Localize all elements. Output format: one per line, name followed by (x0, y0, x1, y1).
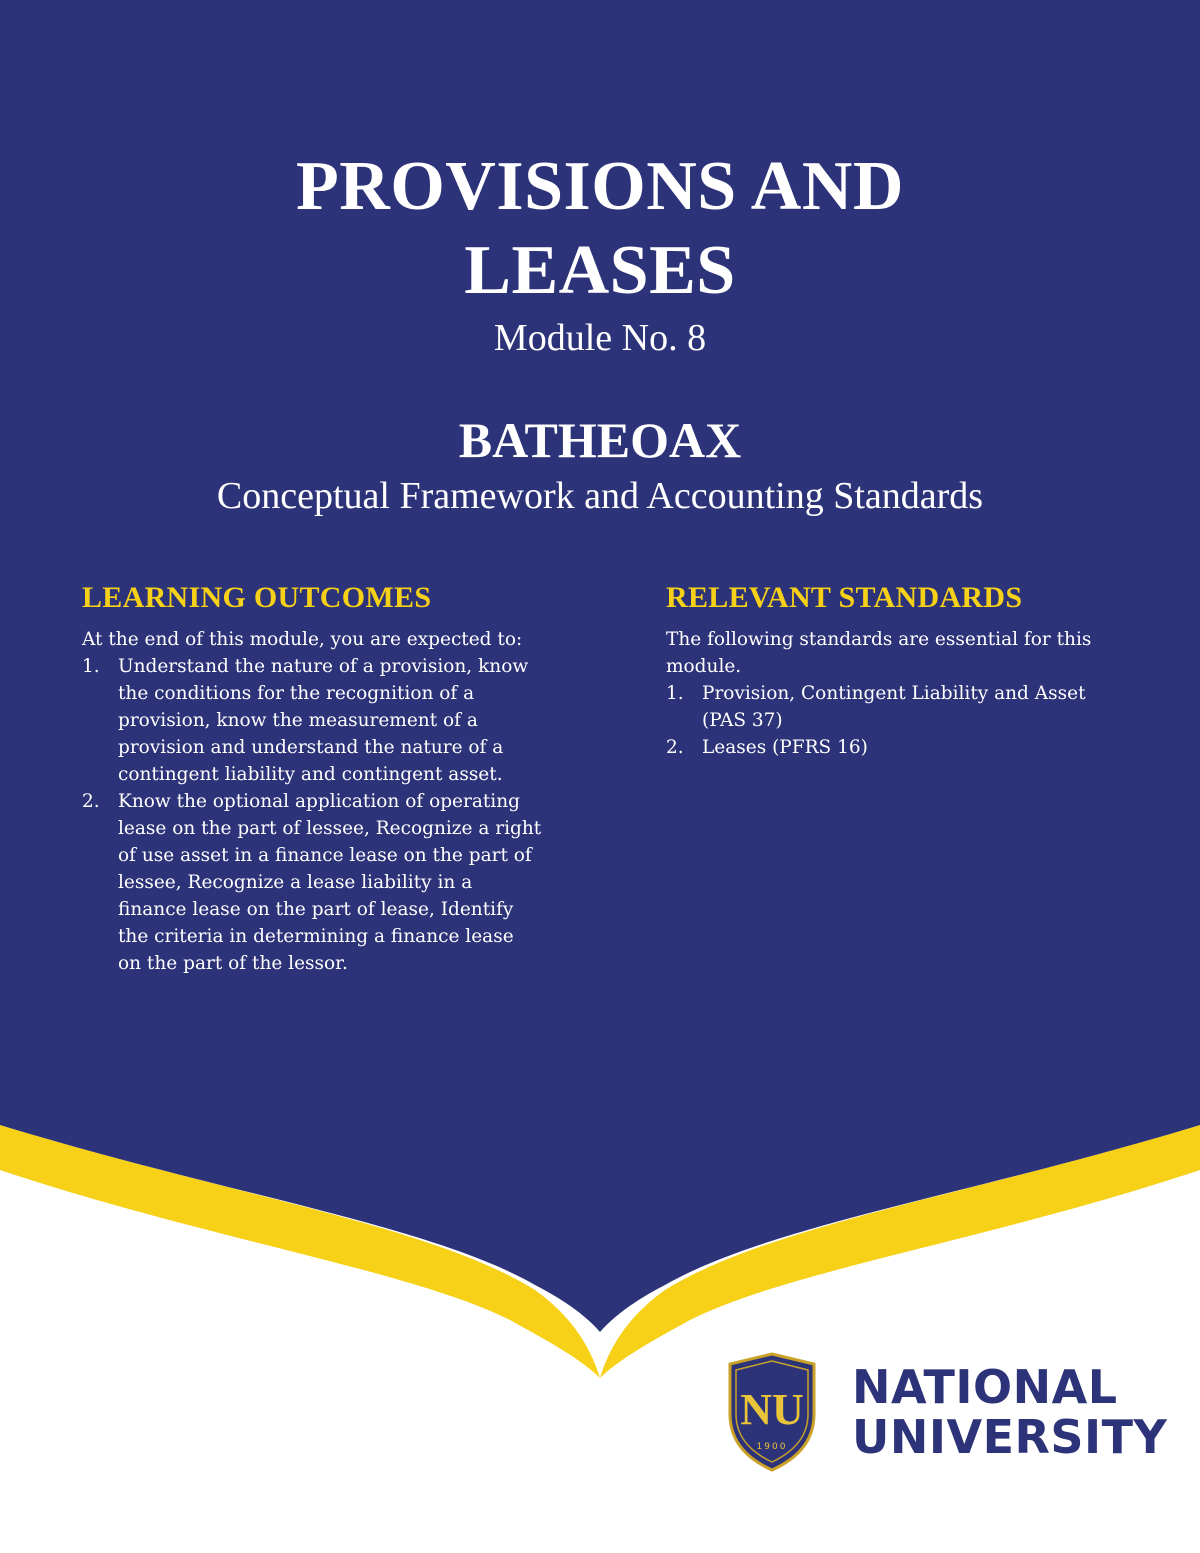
learning-outcomes-intro: At the end of this module, you are expected to: (82, 629, 523, 650)
university-name-line1: NATIONAL (852, 1360, 1118, 1414)
learning-outcomes-list (82, 653, 542, 977)
relevant-standards-list (666, 680, 1116, 761)
university-name-line2: UNIVERSITY (852, 1410, 1168, 1464)
seal-year: 1900 (756, 1442, 788, 1452)
relevant-standards-intro: The following standards are essential for this module. (666, 629, 1092, 677)
university-seal-icon (722, 1352, 822, 1472)
university-name (852, 1362, 1167, 1462)
relevant-standards-section (666, 580, 1116, 761)
list-item (82, 653, 542, 788)
list-item-text: Know the optional application of operating lease on the part of lessee, Recognize a right of use asset in a finance lease on the part of lessee, Recognize a lease liability in a finance lease on the part of lease, Identify the criteria in determining a finance lease on the part of the lessor. (118, 791, 542, 974)
list-item-number: 1. (82, 656, 100, 677)
module-title-line1: PROVISIONS AND (296, 148, 904, 225)
list-item-text: Provision, Contingent Liability and Asset (PAS 37) (702, 683, 1086, 731)
learning-outcomes-section (82, 580, 542, 977)
title-block (0, 145, 1200, 361)
module-title-line2: LEASES (464, 232, 736, 309)
course-code: BATHEOAX (458, 412, 742, 468)
list-item-text: Leases (PFRS 16) (702, 737, 868, 758)
course-name: Conceptual Framework and Accounting Standards (216, 475, 984, 517)
learning-outcomes-heading: LEARNING OUTCOMES (82, 581, 432, 614)
relevant-standards-heading: RELEVANT STANDARDS (666, 581, 1023, 614)
list-item (666, 680, 1116, 734)
svg-text:NU: NU (740, 1385, 804, 1434)
list-item-number: 2. (666, 737, 684, 758)
module-number: Module No. 8 (493, 317, 707, 359)
list-item-text: Understand the nature of a provision, know the conditions for the recognition of a provision, know the measurement of a provision and understand the nature of a contingent liability and contingent asset. (118, 656, 529, 785)
list-item (666, 734, 1116, 761)
list-item-number: 1. (666, 683, 684, 704)
list-item-number: 2. (82, 791, 100, 812)
list-item (82, 788, 542, 977)
